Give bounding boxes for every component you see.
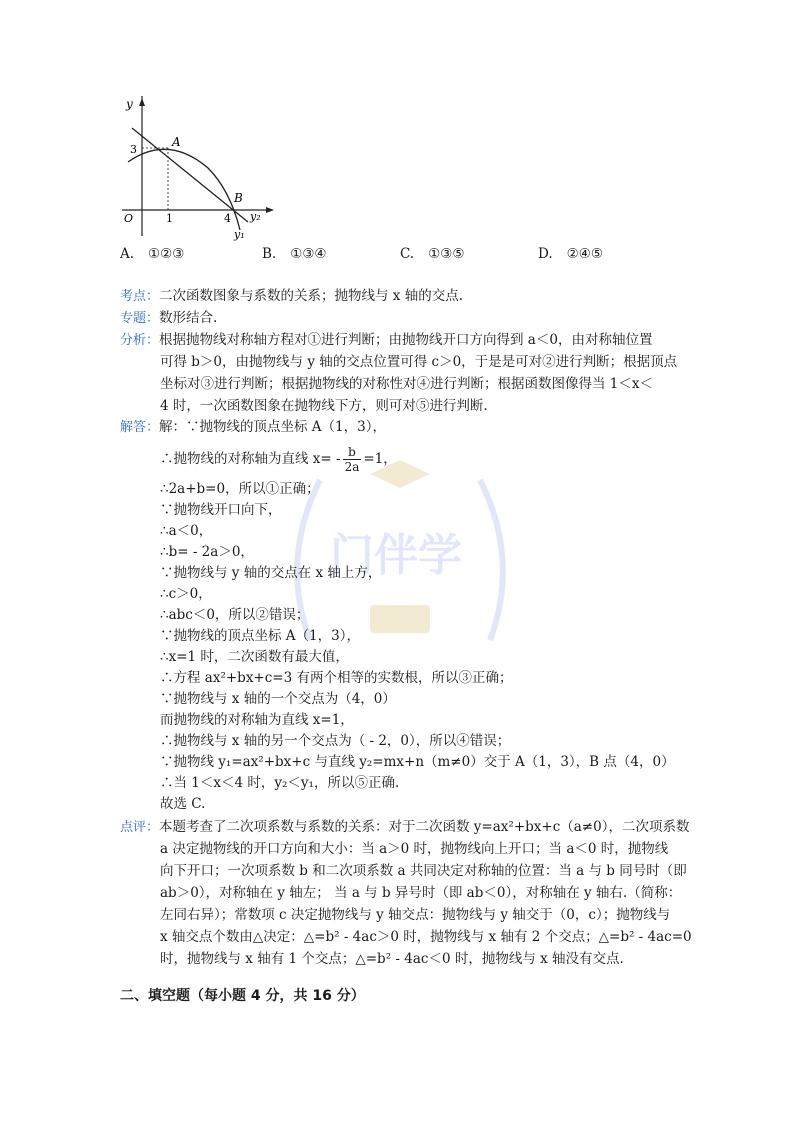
fenxi-row <box>120 329 652 352</box>
kaodian-row <box>120 285 463 308</box>
jieda-line: ∵抛物线与 x 轴的一个交点为（4，0） <box>160 691 396 707</box>
fraction <box>343 445 362 474</box>
fraction-numerator: b <box>343 445 362 460</box>
fenxi-line: 可得 b＞0，由抛物线与 y 轴的交点位置可得 c＞0，于是是可对②进行判断；根据顶点 <box>160 354 678 370</box>
choice-text: ①③⑤ <box>428 246 465 262</box>
jieda-line: ∵抛物线与 y 轴的交点在 x 轴上方， <box>160 565 382 581</box>
y-axis-arrow <box>139 98 145 106</box>
axis-prefix: ∴抛物线的对称轴为直线 x= - <box>160 451 341 467</box>
dianping-line: 时，抛物线与 x 轴有 1 个交点；△=b² - 4ac＜0 时，抛物线与 x 轴没有交点. <box>160 951 624 967</box>
curve-y2-label: y₂ <box>250 210 261 223</box>
jieda-line: ∴当 1＜x＜4 时，y₂＜y₁，所以⑤正确. <box>160 775 400 791</box>
answer-choices <box>120 246 680 268</box>
dianping-line: x 轴交点个数由△决定：△=b² - 4ac＞0 时，抛物线与 x 轴有 2 个交点；△=b² - 4ac=0 <box>160 929 692 945</box>
zhuanti-tag: 专题： <box>120 311 160 326</box>
fenxi-line: 根据抛物线对称轴方程对①进行判断；由抛物线开口方向得到 a＜0，由对称轴位置 <box>159 332 653 348</box>
dianping-line: 向下开口；一次项系数 b 和二次项系数 a 共同决定对称轴的位置：当 a 与 b 同号时（即 <box>160 863 687 879</box>
zhuanti-row <box>120 307 217 330</box>
point-b-label: B <box>234 191 243 205</box>
curve-y1-label: y₁ <box>234 228 245 241</box>
kaodian-text: 二次函数图象与系数的关系；抛物线与 x 轴的交点. <box>159 288 464 304</box>
x-tick-1: 1 <box>166 212 173 225</box>
point-a-label: A <box>172 135 181 149</box>
fenxi-line: 4 时，一次函数图象在抛物线下方，则可对⑤进行判断. <box>160 398 488 414</box>
choice-text: ②④⑤ <box>566 246 603 262</box>
choice-text: ①②③ <box>148 246 185 262</box>
jieda-line: ∴2a+b=0，所以①正确； <box>160 481 320 497</box>
line-y2 <box>132 128 248 222</box>
dianping-line: 本题考查了二次项系数与系数的关系：对于二次函数 y=ax²+bx+c（a≠0），二次项系数 <box>159 819 690 835</box>
y-label: y <box>126 97 133 111</box>
section-title: 二、填空题（每小题 4 分，共 16 分） <box>120 988 365 1004</box>
kaodian-tag: 考点： <box>120 289 160 304</box>
jieda-line: ∵抛物线 y₁=ax²+bx+c 与直线 y₂=mx+n（m≠0）交于 A（1，3），B 点（4，0） <box>160 754 675 770</box>
jieda-line: ∴x=1 时，二次函数有最大值， <box>160 649 349 665</box>
jieda-line: ∵抛物线的顶点坐标 A（1，3）， <box>160 628 360 644</box>
jieda-line: ∴abc＜0，所以②错误； <box>160 607 310 623</box>
fraction-denominator: 2a <box>344 460 360 474</box>
x-tick-4: 4 <box>224 212 231 225</box>
choice-text: ①③④ <box>290 246 327 262</box>
choice-d <box>538 246 603 262</box>
axis-suffix: =1， <box>363 451 397 467</box>
dianping-line: 左同右异）；常数项 c 决定抛物线与 y 轴交点：抛物线与 y 轴交于（0，c）；抛物线与 <box>160 907 671 923</box>
dianping-line: a 决定抛物线的开口方向和大小：当 a＞0 时，抛物线向上开口；当 a＜0 时，抛物线 <box>160 841 669 857</box>
jieda-first: 解：∵抛物线的顶点坐标 A（1，3）， <box>159 419 386 435</box>
jieda-line: ∴a＜0， <box>160 523 213 539</box>
jieda-line: ∴b= - 2a＞0， <box>160 544 254 560</box>
choice-c <box>400 246 464 262</box>
jieda-tag: 解答： <box>120 420 160 435</box>
dianping-tag: 点评： <box>120 820 160 835</box>
watermark-text: 门伴学 <box>330 530 462 581</box>
y-tick-3: 3 <box>130 143 137 156</box>
jieda-line: ∴抛物线与 x 轴的另一个交点为（ - 2，0），所以④错误； <box>160 733 511 749</box>
jieda-axis-line <box>160 444 397 474</box>
choice-a <box>120 246 184 262</box>
origin-label: O <box>124 212 134 225</box>
dianping-line: ab＞0），对称轴在 y 轴左； 当 a 与 b 异号时（即 ab＜0），对称轴在 y 轴右.（简称： <box>160 885 682 901</box>
jieda-line: 而抛物线的对称轴为直线 x=1， <box>160 712 354 728</box>
jieda-line: ∴方程 ax²+bx+c=3 有两个相等的实数根，所以③正确； <box>160 670 513 686</box>
function-graph <box>118 96 278 242</box>
choice-letter: D. <box>538 246 553 262</box>
zhuanti-text: 数形结合. <box>159 310 218 326</box>
dianping-row <box>120 816 689 839</box>
jieda-line: ∴c＞0， <box>160 586 212 602</box>
jieda-row <box>120 416 386 439</box>
jieda-line: ∵抛物线开口向下， <box>160 502 282 518</box>
choice-letter: C. <box>400 246 415 262</box>
fenxi-tag: 分析： <box>120 333 160 348</box>
choice-letter: A. <box>120 246 135 262</box>
choice-letter: B. <box>262 246 277 262</box>
jieda-line: 故选 C. <box>160 796 206 812</box>
fenxi-line: 坐标对③进行判断；根据抛物线的对称性对④进行判断；根据函数图像得当 1＜x＜ <box>160 376 653 392</box>
choice-b <box>262 246 327 262</box>
x-axis-arrow <box>266 207 274 213</box>
